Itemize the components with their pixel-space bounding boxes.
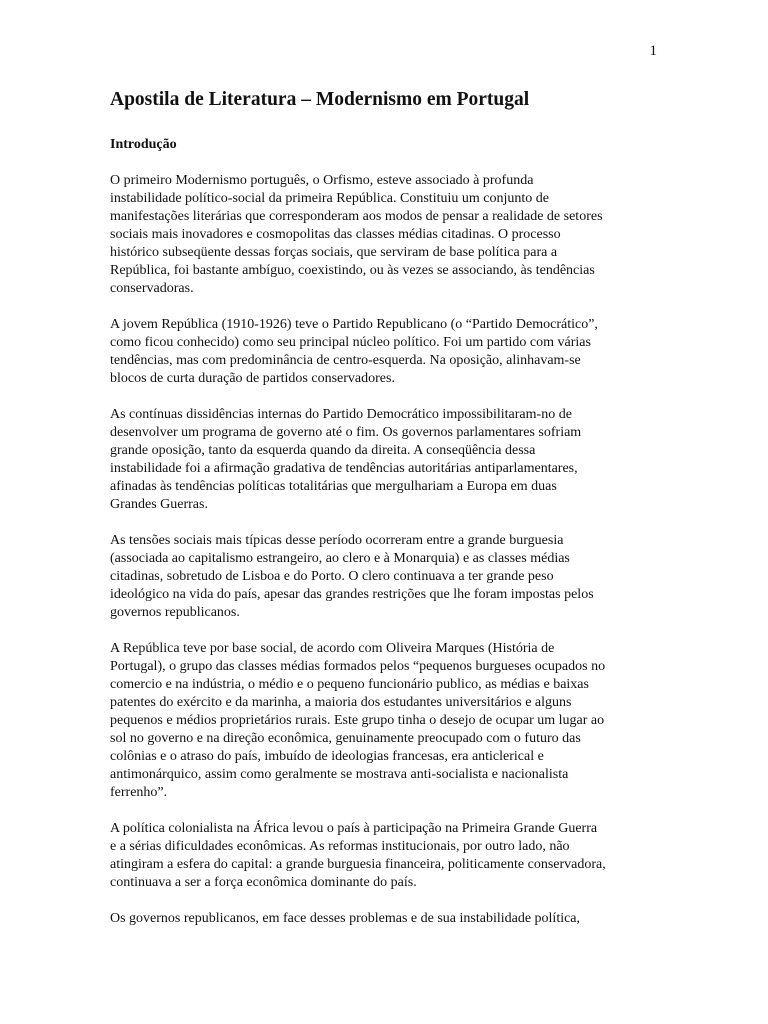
section-heading-introducao: Introdução: [110, 137, 177, 152]
paragraph-orfismo: O primeiro Modernismo português, o Orfismo, esteve associado à profunda instabilidade político-social da primeira República. Constituiu um conjunto de manifestações literárias que corresponderam aos modos de pensar a realidade de setores sociais mais inovadores e cosmopolitas das classes médias citadinas. O processo histórico subseqüente dessas forças sociais, que serviram de base política para a República, foi bastante ambíguo, coexistindo, ou às vezes se associando, às tendências conservadoras.: [110, 173, 603, 296]
paragraph-base-social: A República teve por base social, de acordo com Oliveira Marques (História de Portugal), o grupo das classes médias formados pelos “pequenos burgueses ocupados no comercio e na indústria, o médio e o pequeno funcionário publico, as médias e baixas patentes do exército e da marinha, a maioria dos estudantes universitários e alguns pequenos e médios proprietários rurais. Este grupo tinha o desejo de ocupar um lugar ao sol no governo e na direção econômica, genuinamente preocupado com o futuro das colônias e o atraso do país, imbuído de ideologias francesas, era anticlerical e antimonárquico, assim como geralmente se mostrava anti-socialista e nacionalista ferrenho”.: [110, 641, 606, 800]
page-number: 1: [649, 43, 657, 59]
document-body: [110, 88, 658, 928]
paragraph-jovem-republica: A jovem República (1910-1926) teve o Partido Republicano (o “Partido Democrático”, como ficou conhecido) como seu principal núcleo político. Foi um partido com várias tendências, mas com predominância de centro-esquerda. Na oposição, alinhavam-se blocos de curta duração de partidos conservadores.: [110, 317, 598, 386]
document-title: Apostila de Literatura – Modernismo em Portugal: [110, 89, 530, 110]
paragraph-governos-republicanos: Os governos republicanos, em face desses problemas e de sua instabilidade política,: [110, 911, 581, 926]
paragraph-tensoes-sociais: As tensões sociais mais típicas desse período ocorreram entre a grande burguesia (associada ao capitalismo estrangeiro, ao clero e à Monarquia) e as classes médias citadinas, sobretudo de Lisboa e do Porto. O clero continuava a ter grande peso ideológico na vida do país, apesar das grandes restrições que lhe foram impostas pelos governos republicanos.: [110, 533, 594, 620]
paragraph-politica-colonialista: A política colonialista na África levou o país à participação na Primeira Grande Guerra e a sérias dificuldades econômicas. As reformas institucionais, por outro lado, não atingiram a esfera do capital: a grande burguesia financeira, politicamente conservadora, continuava a ser a força econômica dominante do país.: [110, 821, 606, 890]
paragraph-dissidencias: As contínuas dissidências internas do Partido Democrático impossibilitaram-no de desenvolver um programa de governo até o fim. Os governos parlamentares sofriam grande oposição, tanto da esquerda quando da direita. A conseqüência dessa instabilidade foi a afirmação gradativa de tendências autoritárias antiparlamentares, afinadas às tendências políticas totalitárias que mergulhariam a Europa em duas Grandes Guerras.: [110, 407, 582, 512]
